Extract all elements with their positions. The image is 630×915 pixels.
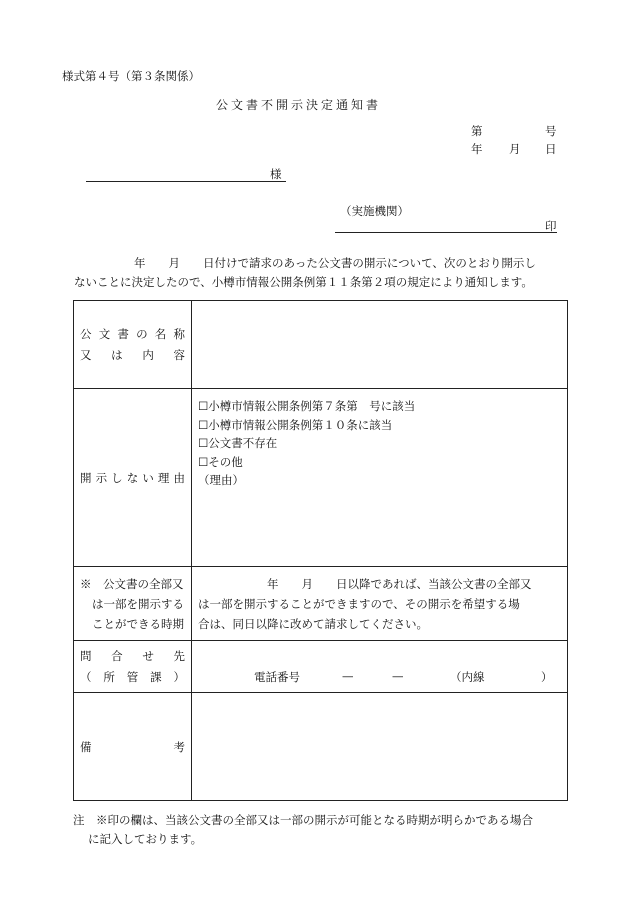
- availability-text-line3: 合は、同日以降に改めて請求してください。: [198, 616, 428, 631]
- availability-label: [74, 567, 192, 641]
- doc-number-dai: 第: [471, 124, 483, 138]
- agency-name-line[interactable]: [335, 232, 557, 233]
- reason-checkbox-article7[interactable]: ☐小樽市情報公開条例第７条第 号に該当: [198, 399, 416, 413]
- reason-checkbox-other[interactable]: ☐その他: [198, 454, 243, 469]
- reason-detail-label: （理由）: [198, 473, 244, 487]
- note-line-1: 注 ※印の欄は、当該公文書の全部又は一部の開示が可能となる時期が明らかである場合: [73, 813, 533, 827]
- row-contact: [74, 641, 568, 693]
- reason-label: [74, 389, 192, 567]
- phone-dash-2: —: [392, 669, 404, 683]
- document-name-label: [74, 301, 192, 389]
- availability-label-line1: ※ 公文書の全部又: [80, 576, 184, 591]
- contact-field[interactable]: [192, 641, 568, 693]
- document-name-label-line2: 又 は 内 容: [80, 347, 185, 362]
- row-availability: [74, 567, 568, 641]
- contact-label-line2: （ 所 管 課 ）: [80, 669, 185, 684]
- reason-label-text: 開 示 し な い 理 由: [80, 470, 185, 485]
- intro-line-2: ないことに決定したので、小樽市情報公開条例第１１条第２項の規定により通知します。: [74, 275, 533, 289]
- availability-label-line2: は一部を開示する: [92, 596, 184, 611]
- extension-open: （内線: [450, 670, 485, 684]
- row-document-name: [74, 301, 568, 389]
- doc-number-go: 号: [545, 124, 557, 138]
- notice-table: [73, 300, 568, 801]
- availability-text: [192, 567, 568, 641]
- remarks-label: [74, 693, 192, 801]
- document-title: 公文書不開示決定通知書: [216, 98, 382, 112]
- date-month: 月: [509, 142, 521, 156]
- document-name-field[interactable]: [192, 301, 568, 389]
- phone-dash-1: —: [342, 669, 354, 683]
- date-day: 日: [545, 142, 557, 156]
- date-year: 年: [471, 142, 483, 156]
- availability-text-line1: 年 月 日以降であれば、当該公文書の全部又: [198, 576, 532, 591]
- form-number: 様式第４号（第３条関係）: [62, 69, 200, 83]
- agency-label: （実施機関）: [340, 204, 409, 218]
- availability-label-line3: ことができる時期: [92, 616, 184, 631]
- remarks-label-text: 備 考: [80, 739, 185, 754]
- extension-close: ）: [541, 670, 553, 684]
- recipient-suffix: 様: [270, 167, 282, 181]
- row-reason: [74, 389, 568, 567]
- seal-mark: 印: [545, 219, 557, 233]
- reason-checkbox-nonexistent[interactable]: ☐公文書不存在: [198, 436, 278, 450]
- availability-text-line2: は一部を開示することができますので、その開示を希望する場: [198, 596, 520, 611]
- note-line-2: に記入しております。: [88, 832, 203, 846]
- contact-label-line1: 問 合 せ 先: [80, 648, 185, 663]
- contact-label: [74, 641, 192, 693]
- row-remarks: [74, 693, 568, 801]
- reason-checkbox-article10[interactable]: ☐小樽市情報公開条例第１０条に該当: [198, 417, 393, 432]
- remarks-field[interactable]: [192, 693, 568, 801]
- recipient-name-line[interactable]: [86, 181, 286, 182]
- document-name-label-line1: 公 文 書 の 名 称: [80, 326, 185, 341]
- reason-field: [192, 389, 568, 567]
- phone-label: 電話番号: [254, 670, 300, 684]
- intro-line-1: 年 月 日付けで請求のあった公文書の開示について、次のとおり開示し: [134, 256, 536, 270]
